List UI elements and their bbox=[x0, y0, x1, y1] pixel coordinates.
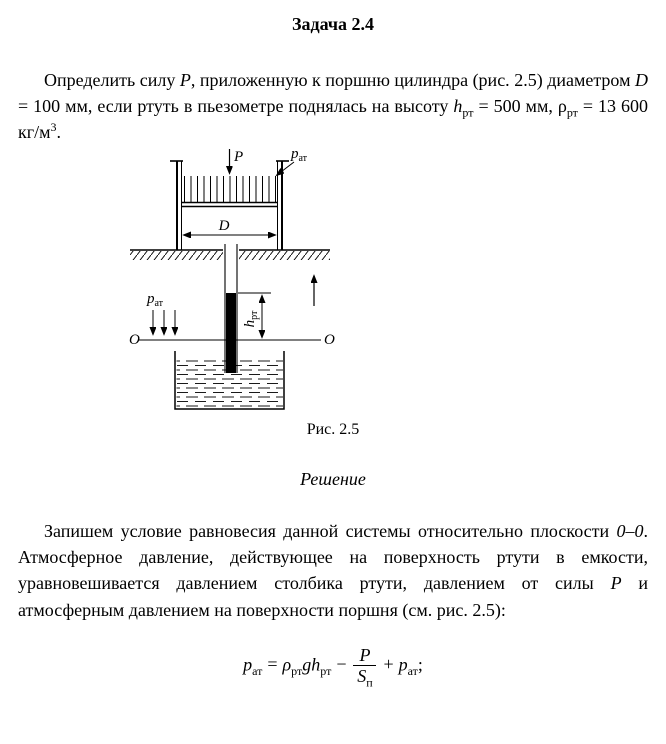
diameter-dimension bbox=[184, 218, 275, 235]
text-segment: . bbox=[56, 122, 62, 143]
mercury-height-dimension bbox=[238, 293, 271, 337]
problem-statement bbox=[18, 67, 648, 145]
figure-2-5 bbox=[18, 147, 648, 417]
solution-text bbox=[18, 518, 648, 622]
formula-p-right: p bbox=[398, 653, 408, 674]
pressure-arrows-band bbox=[182, 176, 277, 202]
datum-ref: 0–0 bbox=[616, 521, 644, 542]
height-label: $h_{рт}$ bbox=[242, 310, 260, 328]
atm-label-top: $p_{ат}$ bbox=[291, 147, 308, 165]
sub-rt: рт bbox=[291, 663, 303, 678]
var-D: D bbox=[635, 70, 648, 90]
rho-symbol: ρ bbox=[282, 653, 292, 674]
text-segment: Определить силу bbox=[44, 70, 180, 90]
fraction-numerator: P bbox=[353, 645, 376, 667]
var-P: P bbox=[610, 573, 622, 594]
text-segment: Запишем условие равновесия данной системы относительно плоскости bbox=[44, 521, 617, 542]
sub-rt: рт bbox=[462, 105, 474, 120]
semicolon: ; bbox=[417, 653, 423, 674]
plus-sign: + bbox=[383, 653, 394, 674]
text-segment: = 13 600 кг/м bbox=[18, 96, 648, 143]
fraction-denominator bbox=[355, 666, 374, 690]
sub-rt: рт bbox=[566, 105, 578, 120]
equals-sign: = bbox=[267, 653, 278, 674]
cylinder-piston-assembly bbox=[170, 161, 289, 250]
piston-piezometer-diagram bbox=[123, 147, 543, 417]
problem-title: Задача 2.4 bbox=[291, 14, 375, 34]
text-segment: . Атмосферное давление, действующее на поверхность ртути в емкости, уравновешивается давлением столбика ртути, давлением от силы bbox=[18, 521, 648, 594]
var-gh: gh bbox=[302, 653, 321, 674]
formula-p-left: p bbox=[243, 653, 253, 674]
atm-label-left: $p_{ат}$ bbox=[147, 291, 164, 310]
fraction bbox=[353, 644, 376, 690]
minus-sign: − bbox=[336, 653, 347, 674]
text-segment: = 500 мм, ρ bbox=[473, 96, 567, 117]
text-segment: = 100 мм, если ртуть в пьезометре поднялась на высоту bbox=[18, 96, 454, 117]
force-label: P bbox=[234, 149, 244, 166]
sub-p: п bbox=[366, 675, 373, 690]
force-arrow bbox=[230, 149, 244, 173]
sub-at: ат bbox=[407, 663, 418, 678]
atm-pressure-left bbox=[146, 291, 175, 334]
sub-at: ат bbox=[252, 663, 263, 678]
datum-label-right: O bbox=[324, 332, 335, 349]
var-P: P bbox=[179, 70, 191, 90]
datum-label-left: O bbox=[129, 332, 140, 349]
figure-caption: Рис. 2.5 bbox=[306, 421, 360, 439]
mercury-column bbox=[226, 293, 236, 373]
text-segment: и атмосферным давлением на поверхности поршня (см. рис. 2.5): bbox=[18, 573, 648, 620]
equilibrium-formula bbox=[18, 644, 648, 690]
sup-3: 3 bbox=[50, 120, 57, 135]
text-segment: , приложенную к поршню цилиндра (рис. 2.5) диаметром bbox=[190, 70, 635, 90]
var-S: S bbox=[357, 666, 367, 687]
solution-heading: Решение bbox=[300, 469, 366, 490]
var-h: h bbox=[453, 96, 463, 117]
ground bbox=[130, 250, 330, 260]
diameter-label: D bbox=[218, 218, 230, 235]
sub-rt: рт bbox=[320, 663, 332, 678]
